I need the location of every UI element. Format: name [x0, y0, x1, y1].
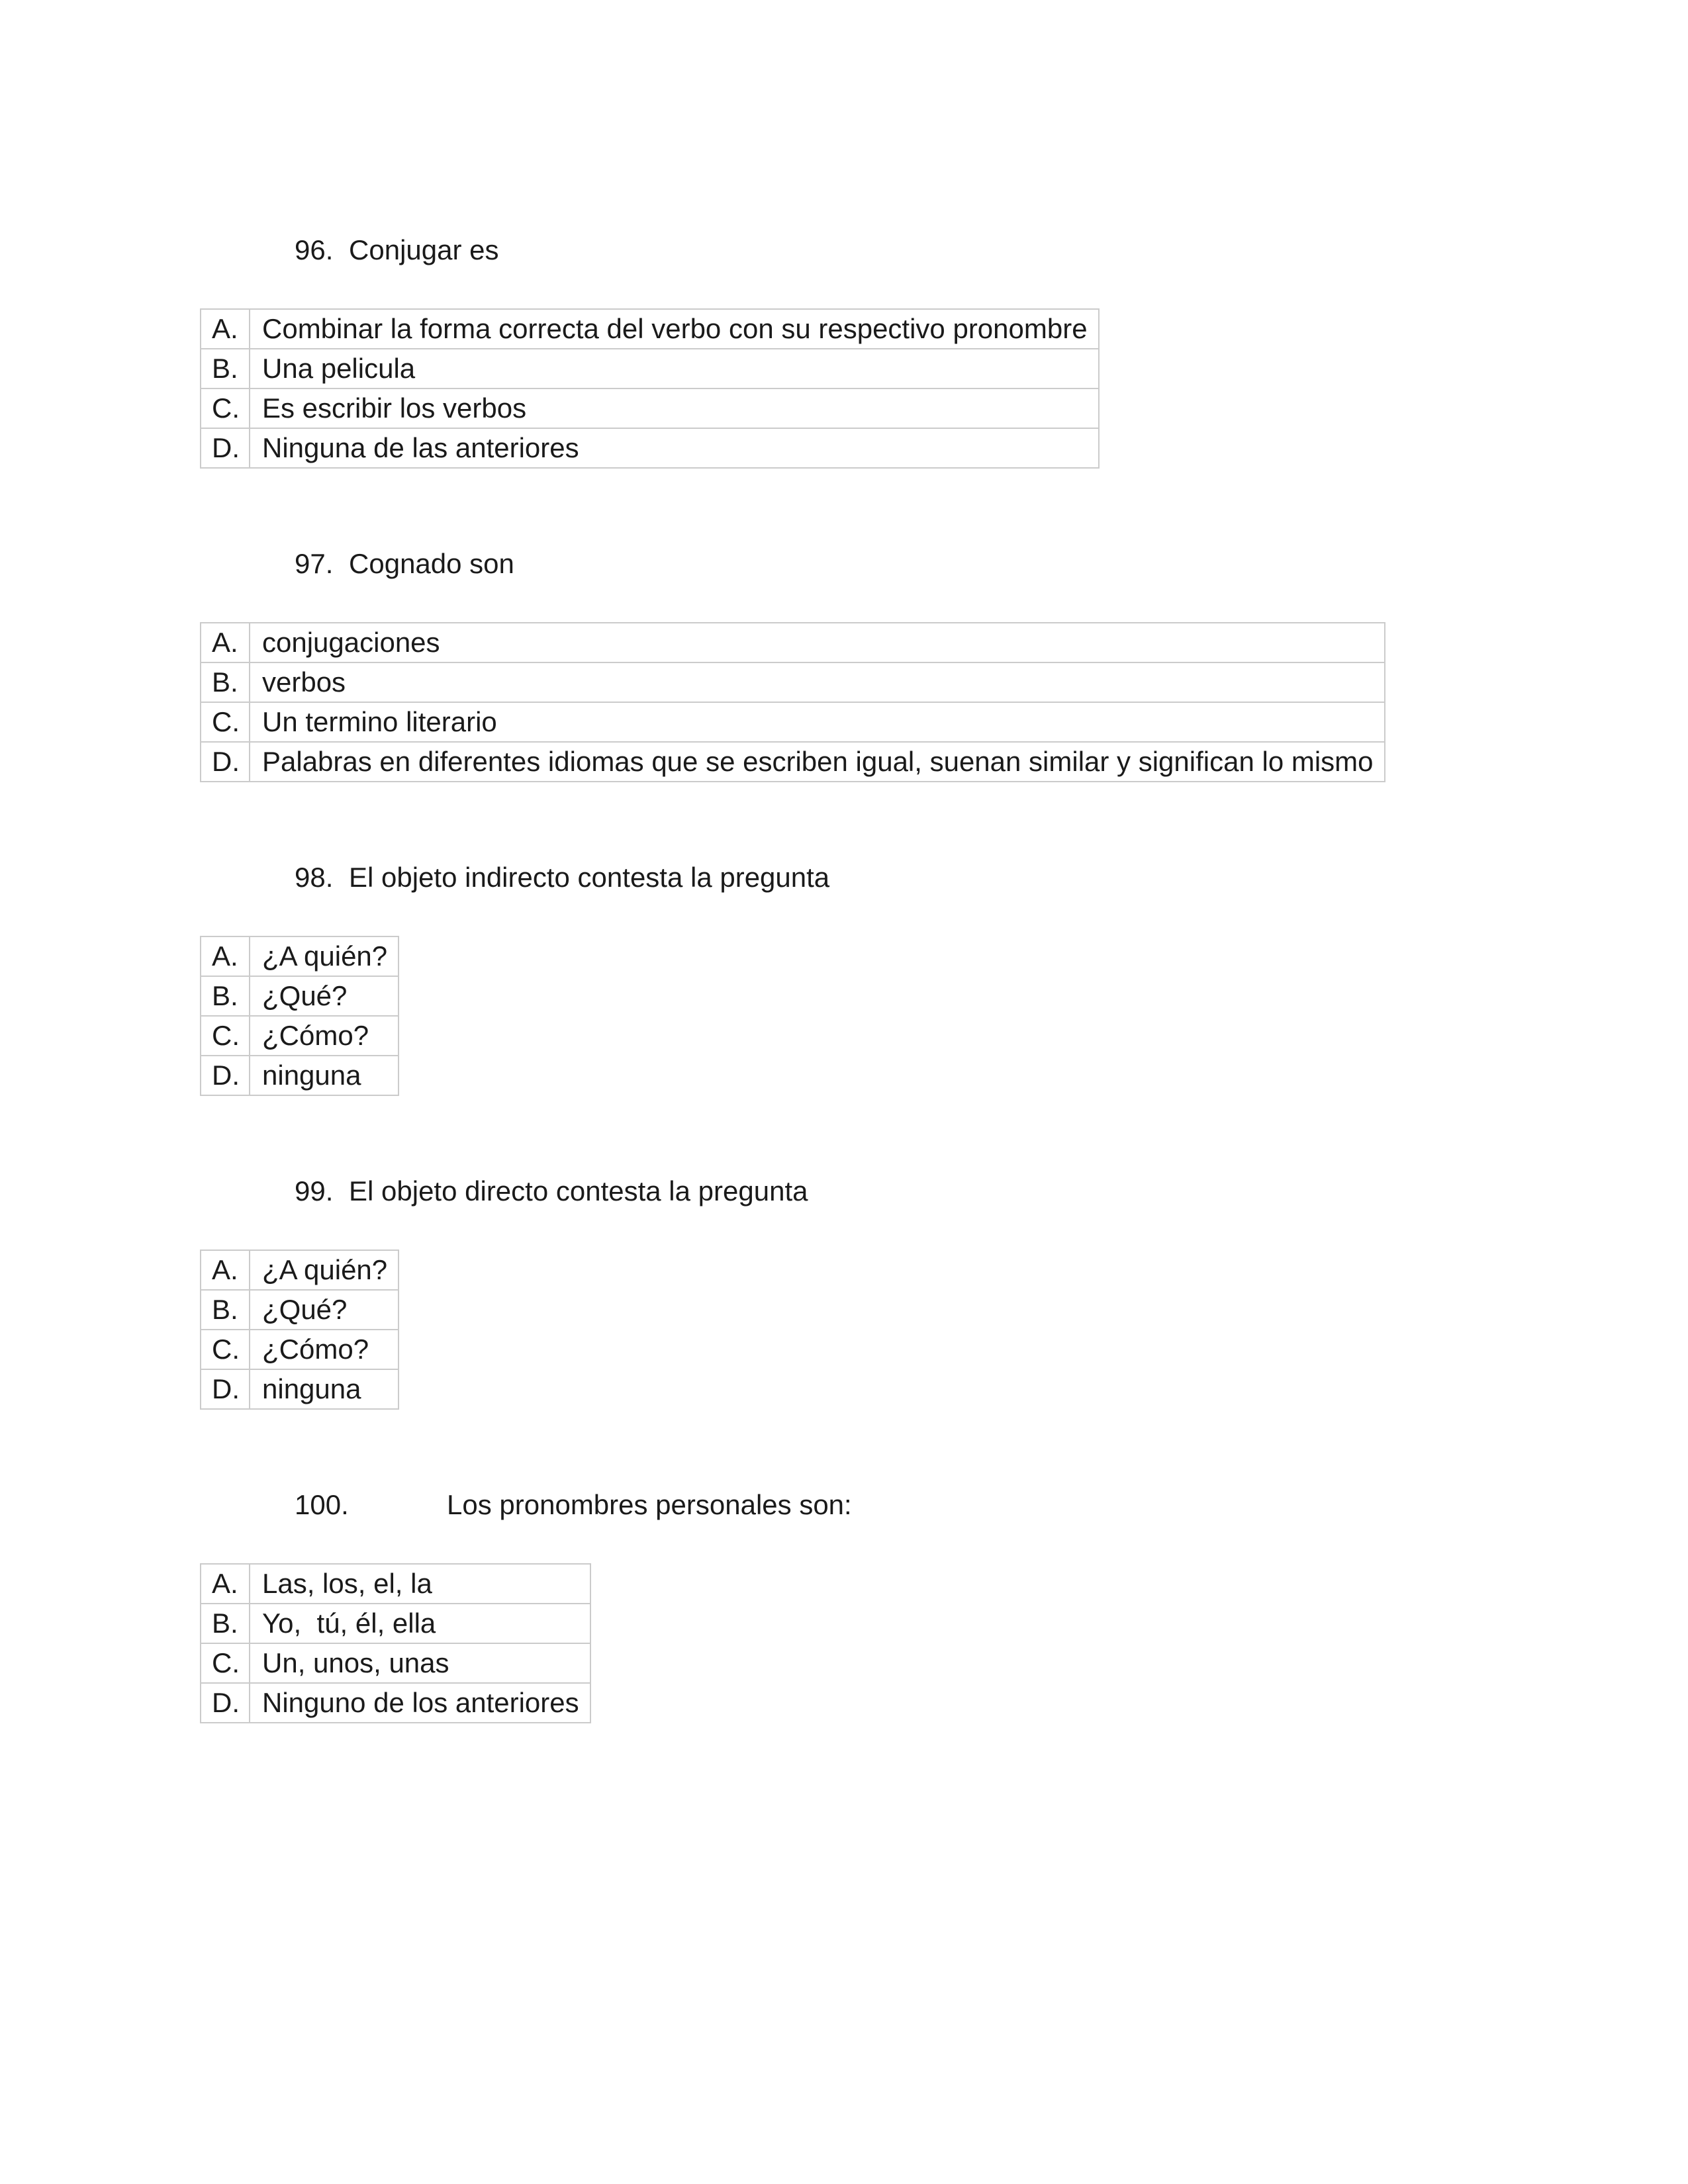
option-row [201, 1330, 399, 1369]
option-text: ¿Cómo? [250, 1330, 399, 1369]
question-number: 100. [295, 1489, 349, 1520]
option-letter: D. [201, 1056, 250, 1095]
question-header [200, 1453, 1589, 1557]
option-letter: C. [201, 1643, 250, 1683]
option-row [201, 428, 1099, 468]
option-row [201, 1604, 590, 1643]
option-text: ¿Cómo? [250, 1016, 399, 1056]
option-row [201, 1056, 399, 1095]
option-text: Ninguna de las anteriores [250, 428, 1099, 468]
options-table [200, 622, 1385, 782]
option-letter: D. [201, 1683, 250, 1723]
options-table [200, 1563, 591, 1723]
option-letter: B. [201, 1290, 250, 1330]
question-block-100 [200, 1453, 1589, 1723]
question-block-96 [200, 199, 1589, 469]
option-letter: D. [201, 742, 250, 782]
option-row [201, 1564, 590, 1604]
option-text: Es escribir los verbos [250, 388, 1099, 428]
option-letter: B. [201, 349, 250, 388]
option-letter: A. [201, 1564, 250, 1604]
option-row [201, 388, 1099, 428]
option-text: ninguna [250, 1369, 399, 1409]
option-text: Una pelicula [250, 349, 1099, 388]
option-text: conjugaciones [250, 623, 1385, 662]
option-row [201, 1683, 590, 1723]
option-row [201, 976, 399, 1016]
question-header [200, 1140, 1589, 1243]
question-number: 97. [295, 548, 334, 579]
question-number: 98. [295, 862, 334, 893]
option-letter: A. [201, 623, 250, 662]
option-letter: C. [201, 1016, 250, 1056]
question-prompt: Cognado son [349, 548, 514, 579]
option-row [201, 349, 1099, 388]
options-table [200, 1250, 399, 1410]
option-letter: B. [201, 662, 250, 702]
option-letter: C. [201, 1330, 250, 1369]
option-letter: C. [201, 388, 250, 428]
option-row [201, 1250, 399, 1290]
option-letter: B. [201, 1604, 250, 1643]
option-text: ¿A quién? [250, 1250, 399, 1290]
option-letter: A. [201, 309, 250, 349]
option-text: ¿A quién? [250, 936, 399, 976]
option-row [201, 623, 1385, 662]
option-row [201, 936, 399, 976]
question-header [200, 199, 1589, 302]
option-text: verbos [250, 662, 1385, 702]
option-row [201, 309, 1099, 349]
options-table [200, 308, 1100, 469]
option-text: Un termino literario [250, 702, 1385, 742]
option-letter: A. [201, 936, 250, 976]
question-block-99 [200, 1140, 1589, 1410]
option-text: Las, los, el, la [250, 1564, 590, 1604]
option-text: ¿Qué? [250, 1290, 399, 1330]
question-prompt: El objeto directo contesta la pregunta [349, 1175, 808, 1206]
option-text: Un, unos, unas [250, 1643, 590, 1683]
question-block-98 [200, 826, 1589, 1096]
option-row [201, 1290, 399, 1330]
option-text: Palabras en diferentes idiomas que se escriben igual, suenan similar y significan lo mismo [250, 742, 1385, 782]
option-text: Combinar la forma correcta del verbo con su respectivo pronombre [250, 309, 1099, 349]
option-row [201, 702, 1385, 742]
option-letter: C. [201, 702, 250, 742]
question-header [200, 512, 1589, 615]
option-letter: A. [201, 1250, 250, 1290]
option-text: Ninguno de los anteriores [250, 1683, 590, 1723]
question-number: 99. [295, 1175, 334, 1206]
question-prompt: Los pronombres personales son: [447, 1489, 852, 1520]
option-row [201, 742, 1385, 782]
question-header [200, 826, 1589, 929]
option-text: Yo, tú, él, ella [250, 1604, 590, 1643]
options-table [200, 936, 399, 1096]
option-letter: D. [201, 1369, 250, 1409]
option-letter: D. [201, 428, 250, 468]
question-prompt: Conjugar es [349, 234, 499, 265]
option-row [201, 1643, 590, 1683]
option-row [201, 1016, 399, 1056]
option-text: ninguna [250, 1056, 399, 1095]
option-text: ¿Qué? [250, 976, 399, 1016]
question-block-97 [200, 512, 1589, 782]
question-number: 96. [295, 234, 334, 265]
option-row [201, 662, 1385, 702]
option-row [201, 1369, 399, 1409]
question-prompt: El objeto indirecto contesta la pregunta [349, 862, 830, 893]
option-letter: B. [201, 976, 250, 1016]
